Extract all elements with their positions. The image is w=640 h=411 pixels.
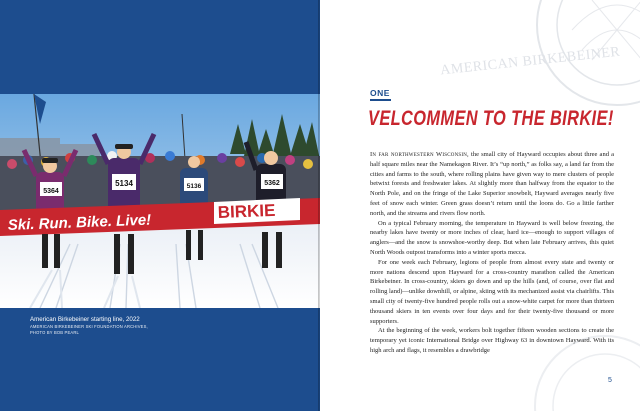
starting-line-photo xyxy=(0,94,320,308)
body-paragraph: On a typical February morning, the temperature in Hayward is well below freezing, the nearby lakes have twenty or more inches of clear, hard ice—enough to support villages of anglers—and the snow is snowshoe-worthy deep. But when late February arrives, this quiet North Woods outpost transforms into a winter sports mecca. xyxy=(370,219,614,256)
body-paragraph: At the beginning of the week, workers bolt together fifteen wooden sections to create the temporary yet iconic International Bridge over Highway 63 in downtown Hayward. With its high arch and flags, it resembles a drawbridge xyxy=(370,327,614,354)
lead-in: In far northwestern Wisconsin, xyxy=(370,151,469,158)
photo-caption xyxy=(30,316,300,336)
paragraph-text: the small city of Hayward occupies about three and a half square miles near the Namekagon River. It’s “up north,” as folks say, a land far from the cities and farms to the south, where rolling plains have given way to mere clusters of people betwixt forests and freshwater lakes. At slightly more than halfway from the equator to the North Pole, and on the fringe of the Lake Superior snowbelt, Hayward averages nearly five feet of snow each winter. Green grass doesn’t return until the loons do. Go a little farther north, and the streams and rivers flow north. xyxy=(370,151,614,217)
caption-credit: AMERICAN BIRKEBEINER SKI FOUNDATION ARCHIVES, xyxy=(30,324,148,329)
body-paragraph: For one week each February, legions of people from almost every state and twenty or more nations descend upon Hayward for a cross-country marathon called the American Birkebeiner. In cross-country, skiers go down and up the hills (and, of course, over flat and rolling land)—unlike downhill, or alpine, skiing with its mechanized assist via chairlifts. This small city of twenty-five hundred people rolls out a snow-white carpet for more than thirteen thousand skiers in ten events over four days and for their twenty-five thousand or more supporters. xyxy=(370,258,614,325)
right-page xyxy=(320,0,640,411)
bib-number: 5364 xyxy=(43,188,59,195)
bib-number: 5362 xyxy=(264,180,280,187)
watermark-text: AMERICAN BIRKEBEINER xyxy=(439,44,621,79)
bib-number: 5136 xyxy=(186,183,202,190)
body-paragraph xyxy=(370,150,614,219)
banner-slogan: Ski. Run. Bike. Live! xyxy=(7,211,152,234)
page-number: 5 xyxy=(608,377,612,384)
banner-logo: BIRKIE xyxy=(217,200,276,222)
chapter-body xyxy=(370,150,614,356)
chapter-label: ONE xyxy=(370,88,390,98)
caption-credit: PHOTO BY BOB PEARL xyxy=(30,330,79,335)
bib-number: 5134 xyxy=(115,179,133,188)
chapter-rule xyxy=(370,99,391,101)
chapter-title: VELCOMMEN TO THE BIRKIE! xyxy=(368,107,614,130)
caption-text: American Birkebeiner starting line, 2022 xyxy=(30,316,140,323)
